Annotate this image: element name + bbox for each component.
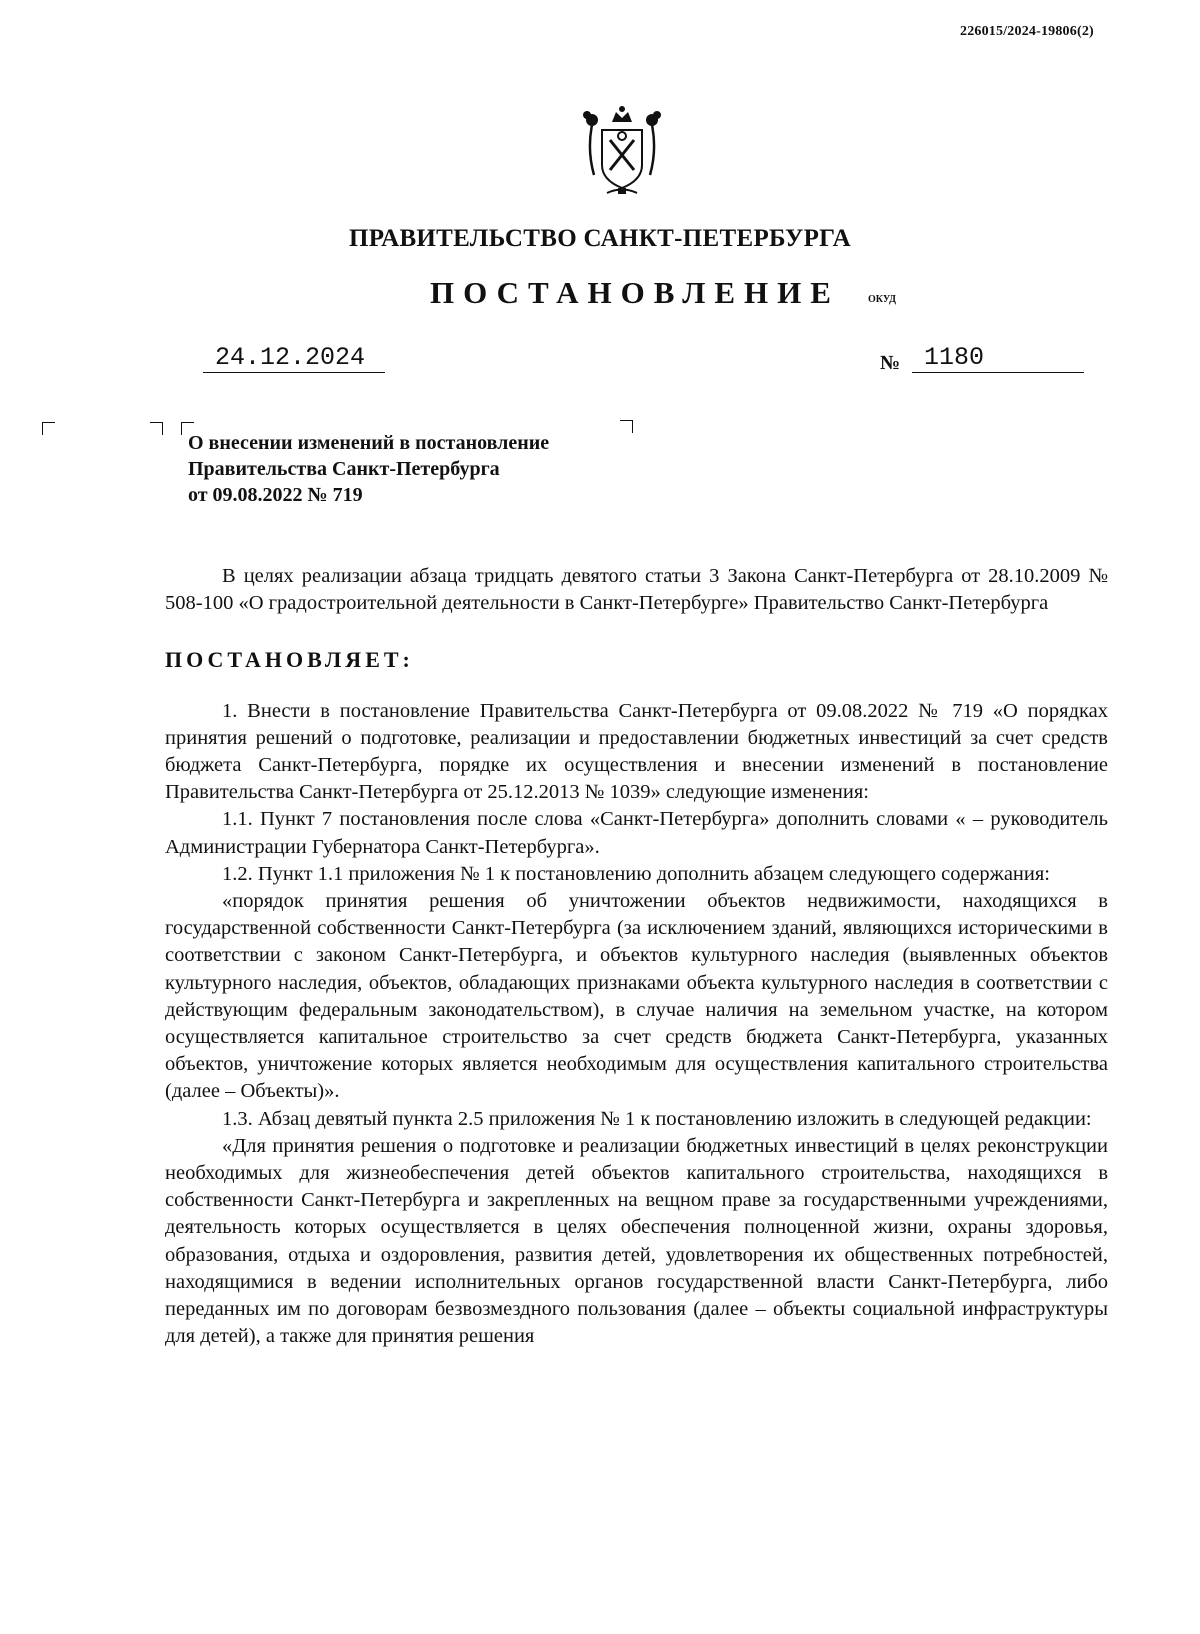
- paragraph: 1.2. Пункт 1.1 приложения № 1 к постановлению дополнить абзацем следующего содержания:: [222, 862, 1050, 885]
- decree-number: 1180: [912, 343, 1084, 373]
- decree-date: 24.12.2024: [203, 343, 385, 373]
- decree-body: [165, 563, 1108, 1350]
- subject-line: Правительства Санкт-Петербурга: [188, 458, 500, 480]
- subject-line: О внесении изменений в постановление: [188, 432, 550, 454]
- resolves-heading: ПОСТАНОВЛЯЕТ:: [165, 647, 414, 673]
- document-id: 226015/2024-19806(2): [960, 24, 1094, 39]
- paragraph: 1.1. Пункт 7 постановления после слова «Санкт-Петербурга» дополнить словами « – руководитель Администрации Губернатора Санкт-Петербурга».: [165, 808, 1108, 858]
- corner-mark: [150, 422, 163, 435]
- decree-subject: [188, 430, 549, 508]
- preamble: В целях реализации абзаца тридцать девятого статьи 3 Закона Санкт-Петербурга от 28.10.2009 № 508-100 «О градостроительной деятельности в Санкт-Петербурге» Правительство Санкт-Петербурга: [165, 565, 1108, 615]
- paragraph: «порядок принятия решения об уничтожении объектов недвижимости, находящихся в государственной собственности Санкт-Петербурга (за исключением зданий, являющихся историческими в соответствии с законом Санкт-Петербурга, и объектов культурного наследия (выявленных объектов культурного наследия, объектов, обладающих признаками объекта культурного наследия в соответствии с действующим федеральным законодательством), в случае наличия на земельном участке, на котором осуществляется капитальное строительство за счет средств бюджета Санкт-Петербурга, указанных объектов, уничтожение которых является необходимым для осуществления капитального строительства (далее – Объекты)».: [165, 890, 1108, 1103]
- subject-line: от 09.08.2022 № 719: [188, 484, 363, 506]
- government-heading: ПРАВИТЕЛЬСТВО САНКТ-ПЕТЕРБУРГА: [348, 225, 852, 252]
- okud-label: ОКУД: [868, 294, 897, 305]
- decree-title: ПОСТАНОВЛЕНИЕ: [430, 275, 840, 310]
- number-label: №: [880, 352, 901, 374]
- paragraph: 1. Внести в постановление Правительства Санкт-Петербурга от 09.08.2022 № 719 «О порядках принятия решений о подготовке, реализации и предоставлении бюджетных инвестиций за счет средств бюджета Санкт-Петербурга, порядке их осуществления и внесении изменений в постановление Правительства Санкт-Петербурга от 25.12.2013 № 1039» следующие изменения:: [165, 699, 1108, 804]
- coat-of-arms-icon: [572, 100, 672, 200]
- paragraph: 1.3. Абзац девятый пункта 2.5 приложения № 1 к постановлению изложить в следующей редакции:: [222, 1107, 1092, 1130]
- corner-mark: [620, 420, 633, 433]
- paragraph: «Для принятия решения о подготовке и реализации бюджетных инвестиций в целях реконструкции необходимых для жизнеобеспечения детей объектов капитального строительства, находящихся в собственности Санкт-Петербурга и закрепленных на вещном праве за государственными учреждениями, деятельность которых осуществляется в целях обеспечения полноценной жизни, охраны здоровья, образования, отдыха и оздоровления, развития детей, удовлетворения их общественных потребностей, находящимися в ведении исполнительных органов государственной власти Санкт-Петербурга, либо переданных им по договорам безвозмездного пользования (далее – объекты социальной инфраструктуры для детей), а также для принятия решения: [165, 1134, 1108, 1348]
- corner-mark: [42, 422, 55, 435]
